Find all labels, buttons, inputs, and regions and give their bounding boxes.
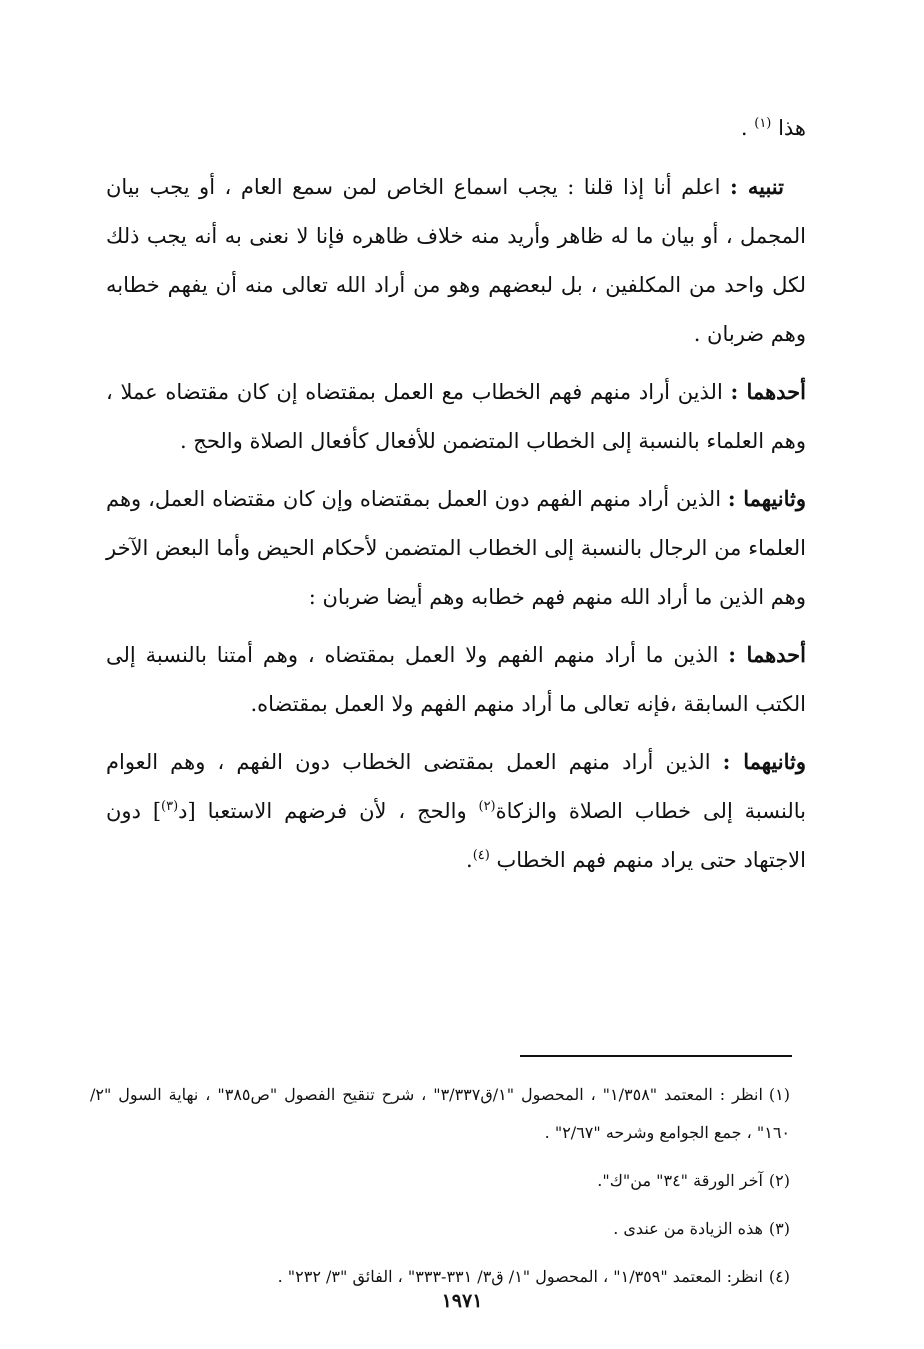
footnote-number: (٢) — [768, 1171, 790, 1190]
footnote-text: انظر : المعتمد "١/٣٥٨" ، المحصول "١/ق٣/٣٣٧" ، شرح تنقيح الفصول "ص٣٨٥" ، نهاية السول "٢/ ١٦٠" ، جمع الجوامع وشرحه "٢/٦٧" . — [90, 1085, 790, 1142]
footnote-2 — [90, 1162, 790, 1200]
footnote-ref-2: (٢) — [478, 799, 496, 814]
paragraph-body-part-b: والحج ، لأن فرضهم الاستعبا [د — [178, 799, 479, 823]
footnote-separator — [520, 1055, 792, 1057]
footnote-text: آخر الورقة "٣٤" من"ك". — [597, 1171, 763, 1190]
page-number: ١٩٧١ — [441, 1290, 483, 1312]
paragraph-lead: أحدهما : — [730, 379, 806, 404]
paragraph-lead: تنبيه : — [729, 174, 784, 199]
paragraph-first-subtype — [106, 630, 806, 729]
opening-line-end: . — [740, 116, 748, 140]
footnote-number: (١) — [768, 1085, 790, 1104]
main-text — [106, 110, 806, 893]
paragraph-body-part-c: ] دون الاجتهاد حتى يراد منهم فهم الخطاب — [106, 799, 806, 872]
paragraph-second-type — [106, 474, 806, 622]
footnote-ref-3: (٣) — [161, 799, 179, 814]
footnote-text: هذه الزيادة من عندى . — [613, 1219, 763, 1238]
footnote-text: انظر: المعتمد "١/٣٥٩" ، المحصول "١/ ق٣/ ٣٣١-٣٣٣" ، الفائق "٣/ ٢٣٢" . — [277, 1267, 763, 1286]
paragraph-first-type — [106, 367, 806, 466]
paragraph-body: اعلم أنا إذا قلنا : يجب اسماع الخاص لمن سمع العام ، أو يجب بيان المجمل ، أو بيان ما له ظاهر وأريد منه خلاف ظاهره فإنا لا نعنى به أنه يجب ذلك لكل واحد من المكلفين ، بل لبعضهم وهو من أراد الله تعالى منه أن يفهم خطابه وهم ضربان . — [106, 175, 806, 346]
paragraph-body: الذين أراد منهم فهم الخطاب مع العمل بمقتضاه إن كان مقتضاه عملا ، وهم العلماء بالنسبة إلى الخطاب المتضمن للأفعال كأفعال الصلاة والحج . — [106, 380, 806, 453]
footnote-ref-1: (١) — [754, 116, 772, 131]
paragraph-lead: وثانيهما : — [722, 749, 806, 774]
footnotes — [90, 1076, 790, 1306]
opening-line — [106, 110, 806, 146]
footnote-number: (٣) — [768, 1219, 790, 1238]
paragraph-note — [106, 162, 806, 359]
paragraph-lead: أحدهما : — [728, 642, 806, 667]
paragraph-body: الذين أراد منهم الفهم دون العمل بمقتضاه وإن كان مقتضاه العمل، وهم العلماء من الرجال بالنسبة إلى الخطاب المتضمن لأحكام الحيض وأما البعض الآخر وهم الذين ما أراد الله منهم فهم خطابه وهم أيضا ضربان : — [106, 487, 806, 609]
paragraph-lead: وثانيهما : — [727, 486, 806, 511]
paragraph-second-subtype — [106, 737, 806, 885]
footnote-ref-4: (٤) — [472, 848, 490, 863]
opening-line-text: هذا — [778, 116, 806, 140]
paragraph-body-part-d: . — [466, 848, 473, 872]
paragraph-body: الذين ما أراد منهم الفهم ولا العمل بمقتضاه ، وهم أمتنا بالنسبة إلى الكتب السابقة ،فإنه تعالى ما أراد منهم الفهم ولا العمل بمقتضاه. — [106, 643, 806, 716]
footnote-number: (٤) — [768, 1267, 790, 1286]
footnote-1 — [90, 1076, 790, 1152]
paragraph-body-part-a: الذين أراد منهم العمل بمقتضى الخطاب دون الفهم ، وهم العوام بالنسبة إلى خطاب الصلاة والزكاة — [106, 750, 806, 823]
footnote-3 — [90, 1210, 790, 1248]
